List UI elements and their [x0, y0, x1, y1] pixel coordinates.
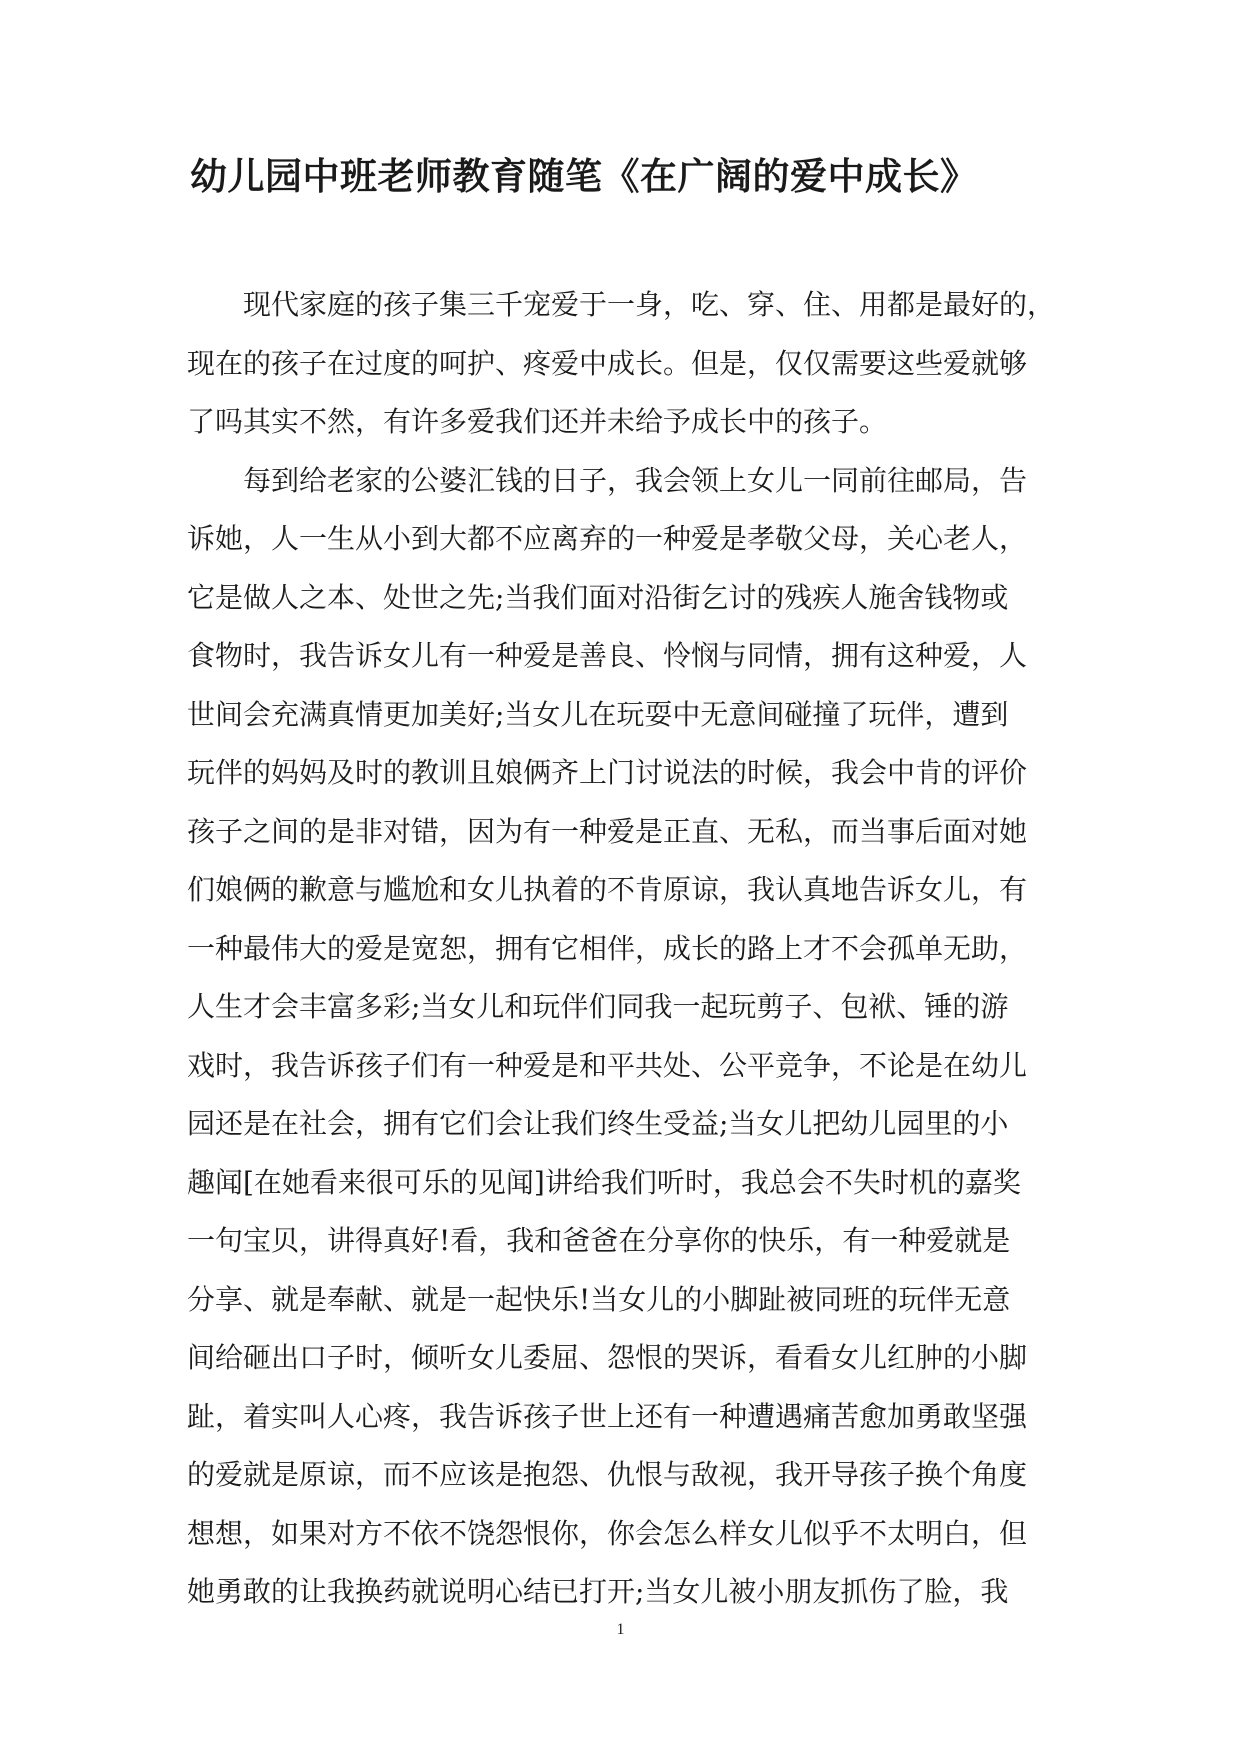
- paragraph-2: [187, 452, 1055, 1622]
- text-line: 想想，如果对方不依不饶怨恨你，你会怎么样女儿似乎不太明白，但: [187, 1516, 1028, 1550]
- text-line: 孩子之间的是非对错，因为有一种爱是正直、无私，而当事后面对她: [187, 814, 1028, 848]
- paragraph-1: [187, 276, 1055, 452]
- text-line: 园还是在社会，拥有它们会让我们终生受益;当女儿把幼儿园里的小: [187, 1107, 1009, 1140]
- text-line: 每到给老家的公婆汇钱的日子，我会领上女儿一同前往邮局，告: [243, 463, 1028, 497]
- text-line: 食物时，我告诉女儿有一种爱是善良、怜悯与同情，拥有这种爱，人: [187, 639, 1028, 672]
- text-line: 人生才会丰富多彩;当女儿和玩伴们同我一起玩剪子、包袱、锤的游: [187, 990, 1009, 1023]
- text-line: 现代家庭的孩子集三千宠爱于一身，吃、穿、住、用都是最好的，: [243, 288, 1056, 321]
- text-line: 趣闻[在她看来很可乐的见闻]讲给我们听时，我总会不失时机的嘉奖: [187, 1165, 1021, 1199]
- text-line: 的爱就是原谅，而不应该是抱怨、仇恨与敌视，我开导孩子换个角度: [187, 1458, 1028, 1491]
- text-line: 诉她，人一生从小到大都不应离弃的一种爱是孝敬父母，关心老人，: [187, 522, 1028, 555]
- document-title: 幼儿园中班老师教育随笔《在广阔的爱中成长》: [190, 154, 978, 198]
- text-line: 了吗其实不然，有许多爱我们还并未给予成长中的孩子。: [187, 405, 888, 438]
- text-line: 她勇敢的让我换药就说明心结已打开;当女儿被小朋友抓伤了脸，我: [187, 1575, 1009, 1608]
- text-line: 戏时，我告诉孩子们有一种爱是和平共处、公平竞争，不论是在幼儿: [187, 1048, 1028, 1082]
- text-line: 趾，着实叫人心疼，我告诉孩子世上还有一种遭遇痛苦愈加勇敢坚强: [187, 1399, 1028, 1433]
- text-line: 分享、就是奉献、就是一起快乐!当女儿的小脚趾被同班的玩伴无意: [187, 1282, 1011, 1316]
- text-line: 一句宝贝，讲得真好!看，我和爸爸在分享你的快乐，有一种爱就是: [187, 1224, 1011, 1257]
- text-line: 玩伴的妈妈及时的教训且娘俩齐上门讨说法的时候，我会中肯的评价: [187, 756, 1028, 789]
- document-body: [187, 276, 1055, 1622]
- page-number: 1: [616, 1621, 625, 1638]
- text-line: 们娘俩的歉意与尴尬和女儿执着的不肯原谅，我认真地告诉女儿，有: [187, 873, 1028, 906]
- text-line: 间给砸出口子时，倾听女儿委屈、怨恨的哭诉，看看女儿红肿的小脚: [187, 1341, 1028, 1374]
- text-line: 世间会充满真情更加美好;当女儿在玩耍中无意间碰撞了玩伴，遭到: [187, 697, 1009, 731]
- text-line: 它是做人之本、处世之先;当我们面对沿街乞讨的残疾人施舍钱物或: [187, 580, 1009, 614]
- text-line: 现在的孩子在过度的呵护、疼爱中成长。但是，仅仅需要这些爱就够: [187, 346, 1028, 380]
- text-line: 一种最伟大的爱是宽恕，拥有它相伴，成长的路上才不会孤单无助，: [187, 931, 1028, 965]
